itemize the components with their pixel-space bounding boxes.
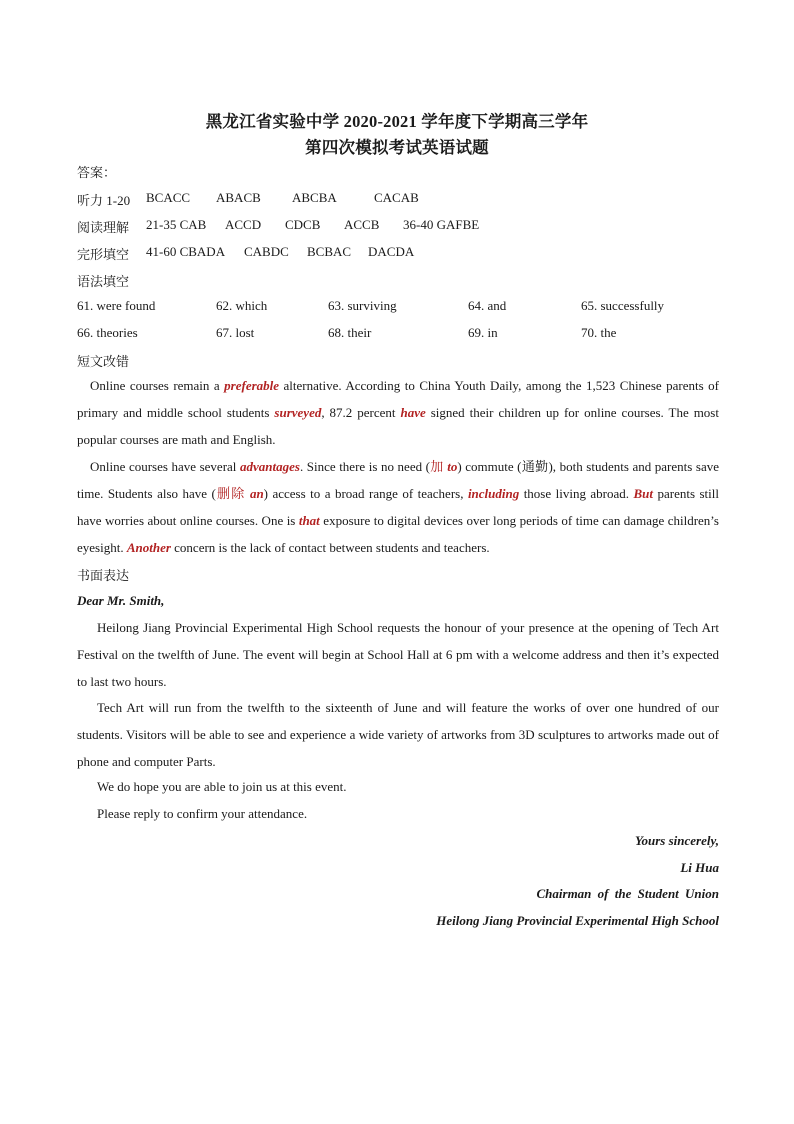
page-title-line1: 黑龙江省实验中学 2020-2021 学年度下学期高三学年 [205,112,589,131]
page-title-line2: 第四次模拟考试英语试题 [305,138,489,157]
correction-word: preferable [224,378,280,393]
listening-label: 听力 1-20 [77,193,131,208]
text-span: parents still have worries about online courses. One is [77,486,719,528]
grammar-answer: 66. theories [77,325,138,340]
answer-group: DACDA [368,244,415,259]
correction-word: But [633,486,654,501]
text-span: Online courses have several [90,459,240,474]
cloze-label: 完形填空 [77,247,130,262]
letter-paragraph-1: Heilong Jiang Provincial Experimental High School requests the honour of your presence at the opening of Tech Art Festival on the twelfth of June. The event will begin at School Hall at 6 pm with a welcome address and then it’s expected to last two hours. [77,620,719,689]
grammar-answer: 64. and [468,298,507,313]
text-span: , 87.2 percent [321,405,401,420]
correction-word: surveyed [274,405,322,420]
letter-salutation: Dear Mr. Smith, [77,593,165,608]
correction-word: Another [126,540,171,555]
correction-word: have [400,405,426,420]
answer-group: ABCBA [292,190,337,205]
text-span: exposure to digital devices over long periods of time can damage children’s eyesight. [77,513,719,555]
grammar-answer: 68. their [328,325,372,340]
correction-note: 删除 [215,486,246,501]
grammar-answer: 65. successfully [581,298,665,313]
answer-group: 21-35 CAB [146,217,207,232]
letter-paragraph-2: Tech Art will run from the twelfth to the sixteenth of June and will feature the works of over one hundred of our students. Visitors will be able to see and experience a wide variety of artworks from 3D sculptures to artworks made out of phone and computer Parts. [77,700,719,769]
answer-group: BCACC [146,190,191,205]
grammar-answer: 67. lost [216,325,255,340]
gloss-note: 通勤 [521,459,549,474]
text-span: those living abroad. [519,486,634,501]
text-span: ), both students and parents save time. Students also have ( [77,459,719,501]
text-span: concern is the lack of contact between students and teachers. [170,540,490,555]
text-span: ) access to a broad range of teachers, [263,486,468,501]
correction-paragraph-2 [77,453,719,561]
letter-signature-name: Li Hua [680,860,719,875]
text-span: Online courses remain a [90,378,225,393]
correction-heading: 短文改错 [77,354,130,369]
answers-heading: 答案： [77,165,117,180]
correction-word: including [467,486,520,501]
answer-group: CDCB [285,217,321,232]
grammar-answer: 69. in [468,325,498,340]
correction-note: 加 [429,459,444,474]
grammar-answer: 62. which [216,298,268,313]
letter-signature-school: Heilong Jiang Provincial Experimental High School [436,913,719,928]
answer-group: 36-40 GAFBE [403,217,480,232]
text-span: alternative. According to China Youth Daily, among the 1,523 Chinese parents of primary and middle school students [77,378,719,420]
correction-paragraph-1 [77,372,719,453]
answer-group: CABDC [244,244,289,259]
answer-group: CACAB [374,190,419,205]
grammar-answer: 61. were found [77,298,156,313]
reading-label: 阅读理解 [77,220,130,235]
writing-heading: 书面表达 [77,568,130,583]
grammar-answer: 63. surviving [328,298,397,313]
grammar-heading: 语法填空 [77,274,130,289]
grammar-answer: 70. the [581,325,617,340]
answer-group: ACCB [344,217,380,232]
text-span: . Since there is no need ( [299,459,430,474]
correction-word: to [447,459,458,474]
correction-word: that [298,513,320,528]
letter-paragraph-4: Please reply to confirm your attendance. [97,806,308,821]
letter-signature-position: Chairman of the Student Union [536,886,719,901]
correction-word: advantages [239,459,300,474]
answer-group: ACCD [225,217,262,232]
text-span: ) commute ( [457,459,522,474]
answer-group: 41-60 CBADA [146,244,226,259]
letter-closing: Yours sincerely, [634,833,719,848]
text-span: signed their children up for online courses. The most popular courses are math and English. [77,405,719,447]
correction-word: an [249,486,264,501]
letter-paragraph-3: We do hope you are able to join us at this event. [97,779,347,794]
answer-group: BCBAC [307,244,352,259]
answer-group: ABACB [216,190,261,205]
